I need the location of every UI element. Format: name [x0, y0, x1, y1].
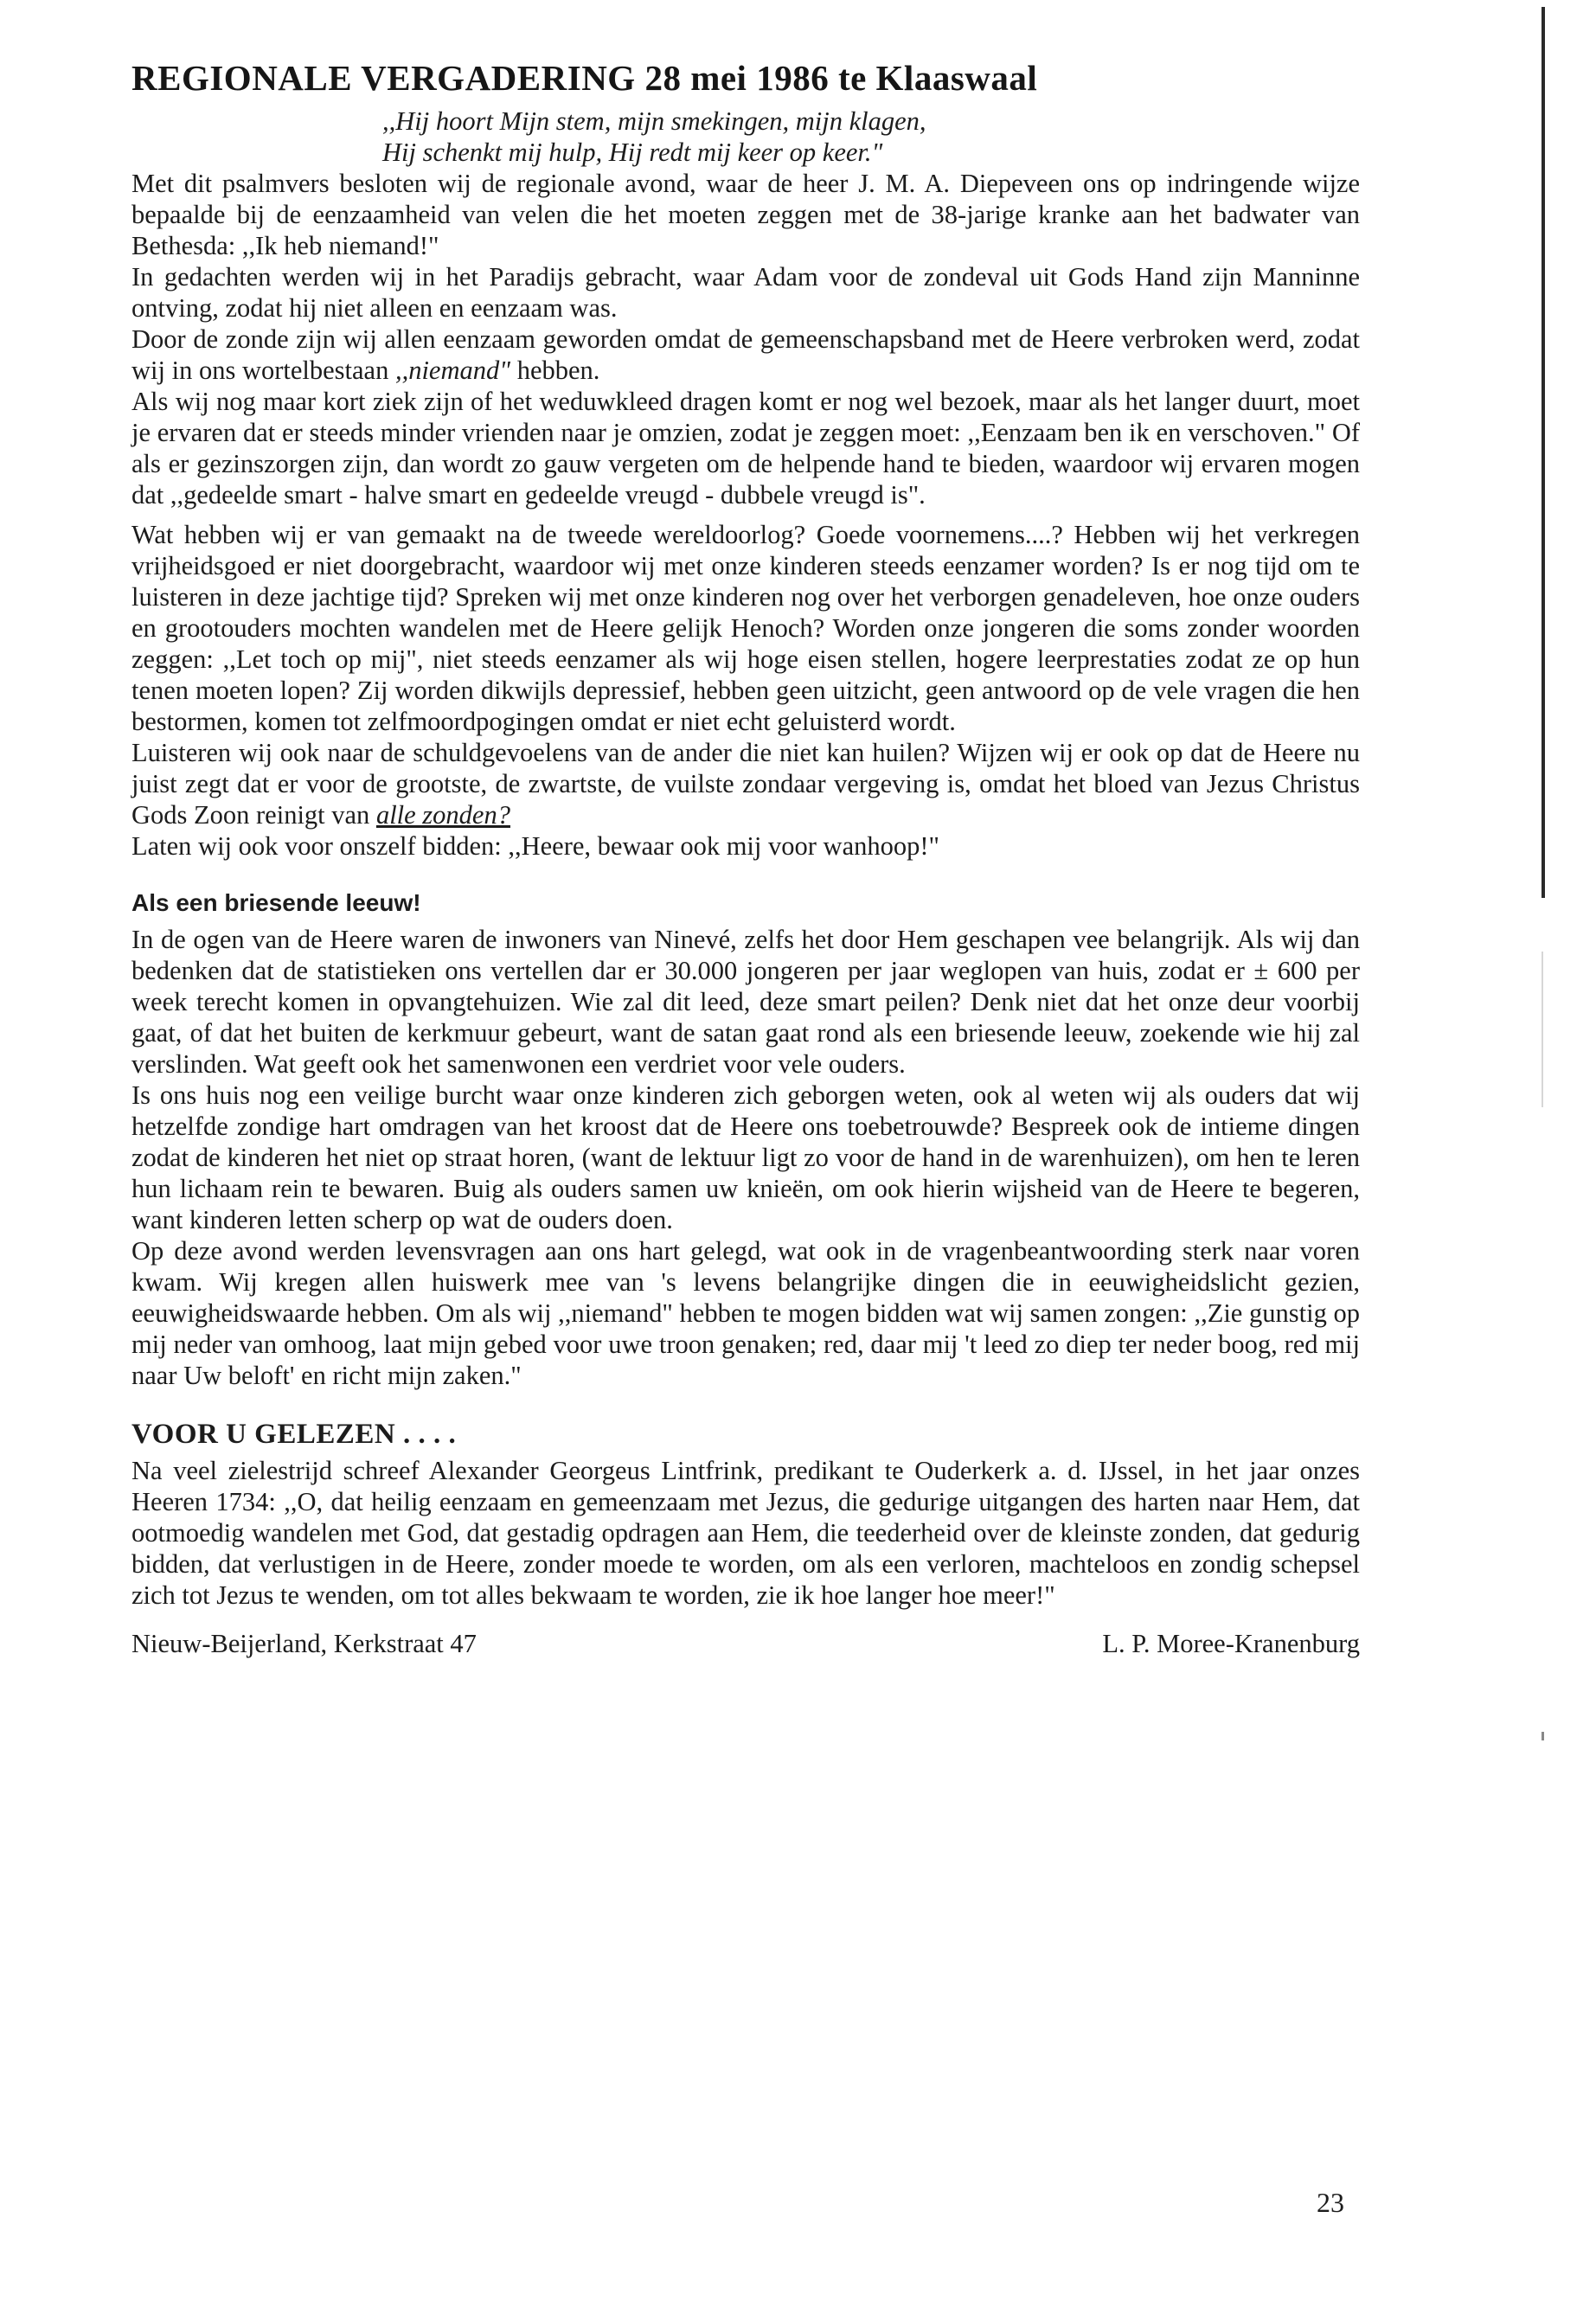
paragraph-sin-text-a: Door de zonde zijn wij allen eenzaam geworden omdat de gemeenschapsband met de Heere verbroken werd, zodat wij in ons wortelbestaan: [131, 324, 1360, 385]
paragraph-home: Is ons huis nog een veilige burcht waar onze kinderen zich geborgen weten, ook al weten wij als ouders dat wij hetzelfde zondige hart omdragen van het kroost dat de Heere ons toebetrouwde? Bespreek ook de intieme dingen zodat de kinderen het niet op straat horen, (want de lektuur ligt zo voor de hand in de warenhuizen), om hen te leren hun lichaam rein te bewaren. Buig als ouders samen uw knieën, om ook hierin wijsheid van de Heere te begeren, want kinderen letten scherp op wat de ouders doen.: [131, 1080, 1360, 1234]
paragraph-lintfrink: Na veel zielestrijd schreef Alexander Georgeus Lintfrink, predikant te Ouderkerk a. d. IJssel, in het jaar onzes Heeren 1734: ,,O, dat heilig eenzaam en gemeenzaam met Jezus, die gedurige uitgangen des harten naar Hem, dat ootmoedig wandelen met God, dat gestadig opdragen aan Hem, die teederheid over de kleinste zonden, dat gedurig bidden, dat verlustigen in de Heere, zonder moede te worden, om als een verloren, machteloos en zondig schepsel zich tot Jezus te wenden, om tot alles bekwaam te worden, zie ik hoe langer hoe meer!": [131, 1456, 1360, 1610]
paragraph-prayer: Laten wij ook voor onszelf bidden: ,,Heere, bewaar ook mij voor wanhoop!": [131, 831, 939, 861]
page-edge-rule: [1542, 7, 1545, 898]
paragraph-evening: Op deze avond werden levensvragen aan ons hart gelegd, wat ook in de vragenbeantwoording sterk naar voren kwam. Wij kregen allen huiswerk mee van 's levens belangrijke dingen die in eeuwigheidslicht gezien, eeuwigheidswaarde hebben. Om als wij ,,niemand" hebben te mogen bidden wat wij samen zongen: ,,Zie gunstig op mij neder van omhoog, laat mijn gebed voor uwe troon genaken; red, daar mij 't leed zo diep ter neder boog, red mij naar Uw beloft' en richt mijn zaken.": [131, 1236, 1360, 1390]
signoff: [131, 1628, 1360, 1659]
paragraph-sin-italic: ,,niemand": [394, 356, 511, 385]
page-number: 23: [1317, 2187, 1344, 2218]
paragraph-guilt-text: Luisteren wij ook naar de schuldgevoelens van de ander die niet kan huilen? Wijzen wij er ook op dat de Heere nu juist zegt dat er voor de grootste, de zwartste, de vuilste zondaar vergeving is, omdat het bloed van Jezus Christus Gods Zoon reinigt van: [131, 738, 1360, 830]
paragraph-guilt: [131, 737, 1360, 830]
paragraph-guilt-italic: alle zonden?: [375, 800, 510, 830]
paragraph-sickness: Als wij nog maar kort ziek zijn of het weduwkleed dragen komt er nog wel bezoek, maar als het langer duurt, moet je ervaren dat er steeds minder vrienden naar je omzien, zodat je zeggen moet: ,,Eenzaam ben ik en verschoven." Of als er gezinszorgen zijn, dan wordt zo gauw vergeten om de helpende hand te bieden, waardoor wij ervaren mogen dat ,,gedeelde smart - halve smart en gedeelde vreugd - dubbele vreugd is".: [131, 387, 1360, 510]
article-title: REGIONALE VERGADERING 28 mei 1986 te Klaaswaal: [131, 58, 1038, 98]
article: [131, 54, 1360, 1659]
paragraph-nineveh: In de ogen van de Heere waren de inwoners van Ninevé, zelfs het door Hem geschapen vee belangrijk. Als wij dan bedenken dat de statistieken ons vertellen dar er 30.000 jongeren per jaar weglopen van huis, zodat er ± 600 per week terecht komen in opvangtehuizen. Wie zal dit leed, deze smart peilen? Denk niet dat het onze deur voorbij gaat, of dat het buiten de kerkmuur gebeurt, want de satan gaat rond als een briesende leeuw, zoekende wie hij zal verslinden. Wat geeft ook het samenwonen een verdriet voor vele ouders.: [131, 925, 1360, 1079]
paragraph-war: Wat hebben wij er van gemaakt na de tweede wereldoorlog? Goede voornemens....? Hebben wij het verkregen vrijheidsgoed er niet doorgebracht, waardoor wij met onze kinderen steeds eenzamer worden? Is er nog tijd om te luisteren in deze jachtige tijd? Spreken wij met onze kinderen nog over het verborgen genadeleven, hoe onze ouders en grootouders mochten wandelen met de Heere gelijk Henoch? Worden onze jongeren die soms zonder woorden zeggen: ,,Let toch op mij", niet steeds eenzamer als wij hoge eisen stellen, hogere leerprestaties zodat ze op hun tenen moeten lopen? Zij worden dikwijls depressief, hebben geen uitzicht, geen antwoord op de vele vragen die hen bestormen, komen tot zelfmoordpogingen omdat er niet echt geluisterd wordt.: [131, 520, 1360, 736]
section-heading-lion: Als een briesende leeuw!: [131, 889, 421, 916]
paragraph-intro: Met dit psalmvers besloten wij de regionale avond, waar de heer J. M. A. Diepeveen ons op indringende wijze bepaalde bij de eenzaamheid van velen die het moeten zeggen met de 38-jarige kranke aan het badwater van Bethesda: ,,Ik heb niemand!": [131, 169, 1360, 260]
page-edge-rule-faint: [1542, 952, 1543, 1107]
signoff-author: L. P. Moree-Kranenburg: [1102, 1629, 1360, 1658]
scan-speck: [1542, 1732, 1544, 1740]
psalm-verse: [382, 106, 1360, 168]
section-heading-read: VOOR U GELEZEN . . . .: [131, 1419, 457, 1450]
verse-line-2: Hij schenkt mij hulp, Hij redt mij keer op keer.": [382, 138, 883, 167]
verse-line-1: ,,Hij hoort Mijn stem, mijn smekingen, mijn klagen,: [382, 106, 926, 136]
signoff-address: Nieuw-Beijerland, Kerkstraat 47: [131, 1629, 477, 1658]
paragraph-sin-text-b: hebben.: [510, 356, 600, 385]
paragraph-paradise: In gedachten werden wij in het Paradijs gebracht, waar Adam voor de zondeval uit Gods Hand zijn Manninne ontving, zodat hij niet alleen en eenzaam was.: [131, 262, 1360, 323]
paragraph-sin: [131, 324, 1360, 386]
